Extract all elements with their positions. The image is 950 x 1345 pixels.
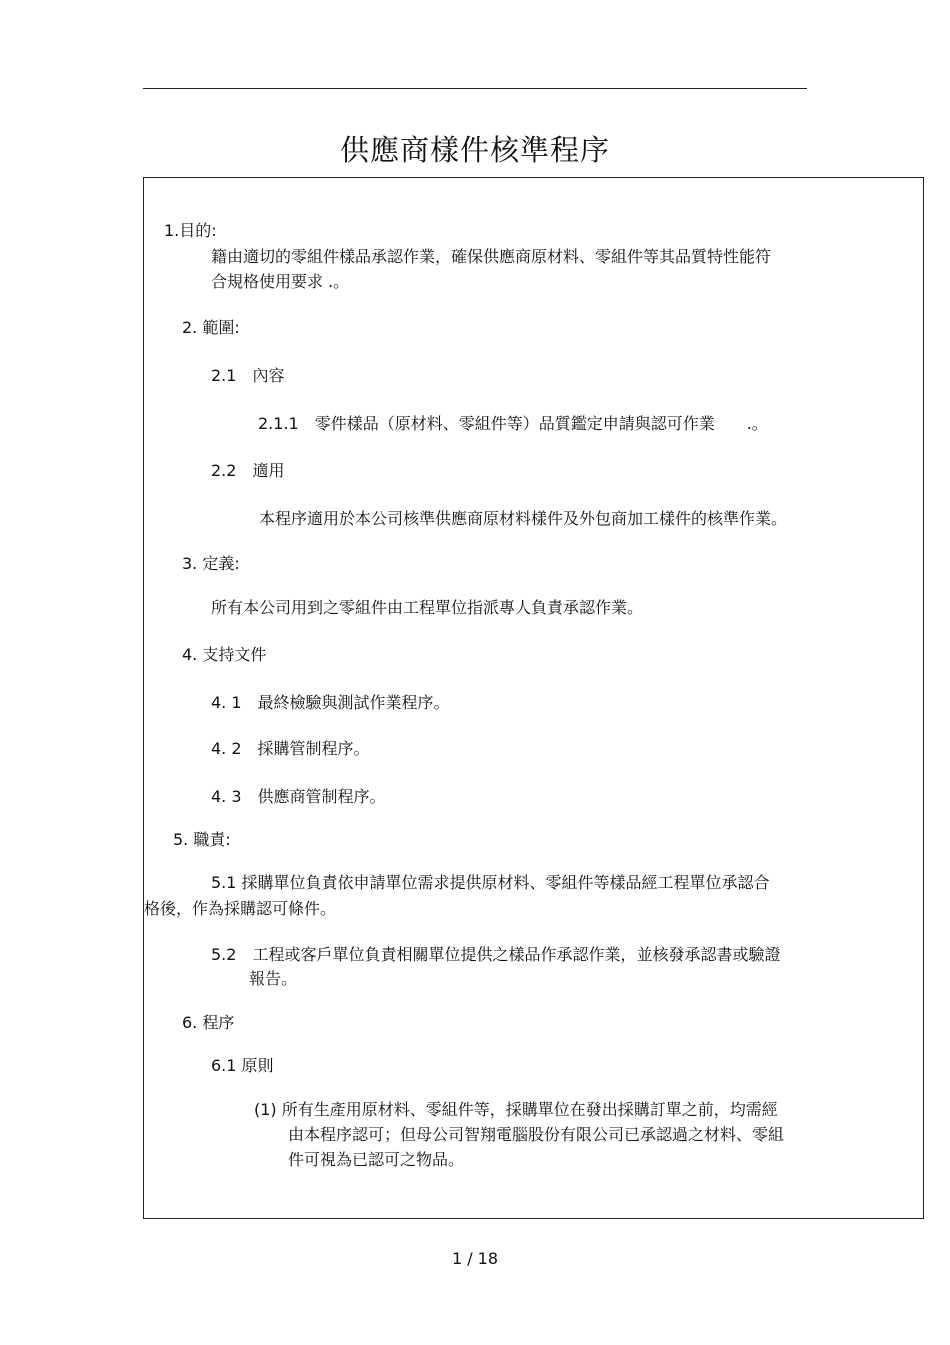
section-1-heading: 1.目的:: [164, 221, 217, 240]
section-4-item-3: 4. 3 供應商管制程序。: [211, 787, 386, 806]
section-5-1-line-1: 5.1 採購單位負責依申請單位需求提供原材料、零組件等樣品經工程單位承認合: [211, 873, 770, 892]
section-6-heading: 6. 程序: [182, 1013, 235, 1032]
section-5-2-line-1: 5.2 工程或客戶單位負責相關單位提供之樣品作承認作業，並核發承認書或驗證: [211, 945, 781, 964]
section-5-2-line-2: 報告。: [249, 969, 298, 988]
section-2-1-1-text: 2.1.1 零件樣品（原材料、零組件等）品質鑑定申請與認可作業 .。: [258, 414, 768, 433]
section-1-text-line-2: 合規格使用要求 .。: [211, 272, 350, 291]
page-number: 1 / 18: [451, 1249, 499, 1268]
header-rule: [143, 88, 807, 89]
section-5-heading: 5. 職責:: [173, 830, 231, 849]
section-6-1-item-1-line-2: 由本程序認可；但母公司智翔電腦股份有限公司已承認過之材料、零組: [288, 1125, 785, 1144]
section-6-1-heading: 6.1 原則: [211, 1056, 274, 1075]
section-2-2-text: 本程序適用於本公司核準供應商原材料樣件及外包商加工樣件的核準作業。: [259, 509, 788, 528]
section-6-1-item-1-line-3: 件可視為已認可之物品。: [288, 1150, 465, 1169]
section-3-text: 所有本公司用到之零組件由工程單位指派專人負責承認作業。: [211, 598, 644, 617]
section-4-item-1: 4. 1 最終檢驗與測試作業程序。: [211, 693, 450, 712]
section-1-text-line-1: 籍由適切的零組件樣品承認作業，確保供應商原材料、零組件等其品質特性能符: [211, 247, 772, 266]
section-6-1-item-1-line-1: (1) 所有生產用原材料、零組件等，採購單位在發出採購訂單之前，均需經: [254, 1100, 778, 1119]
section-2-heading: 2. 範圍:: [182, 318, 240, 337]
section-2-1-heading: 2.1 內容: [211, 366, 285, 385]
section-4-item-2: 4. 2 採購管制程序。: [211, 739, 370, 758]
section-3-heading: 3. 定義:: [182, 554, 240, 573]
document-title: 供應商樣件核準程序: [339, 133, 610, 167]
section-5-1-line-2: 格後，作為採購認可條件。: [144, 899, 337, 918]
section-4-heading: 4. 支持文件: [182, 645, 267, 664]
section-2-2-heading: 2.2 適用: [211, 461, 285, 480]
